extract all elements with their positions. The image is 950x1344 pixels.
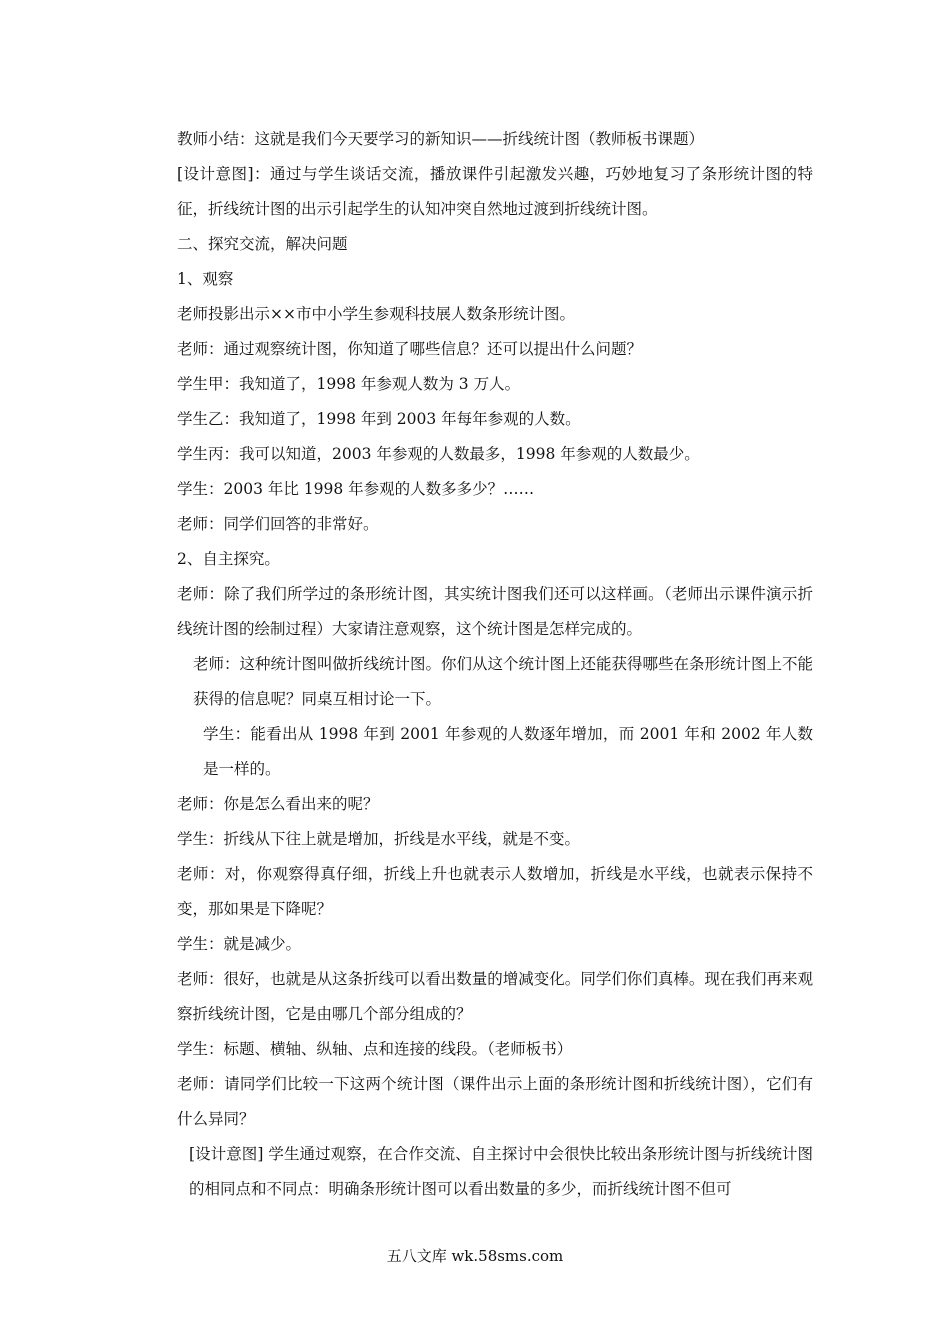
paragraph: 老师：这种统计图叫做折线统计图。你们从这个统计图上还能获得哪些在条形统计图上不能获得的信息呢？同桌互相讨论一下。 xyxy=(193,655,814,708)
paragraph: 老师：通过观察统计图，你知道了哪些信息？还可以提出什么问题？ xyxy=(177,340,643,358)
paragraph: 学生乙：我知道了，1998 年到 2003 年每年参观的人数。 xyxy=(177,410,581,428)
paragraph: 老师：对，你观察得真仔细，折线上升也就表示人数增加，折线是水平线，也就表示保持不变，那如果是下降呢？ xyxy=(177,865,813,918)
paragraph: 学生：折线从下往上就是增加，折线是水平线，就是不变。 xyxy=(177,830,581,848)
paragraph: 学生甲：我知道了，1998 年参观人数为 3 万人。 xyxy=(177,375,521,393)
document-body xyxy=(143,122,813,1207)
paragraph: 教师小结：这就是我们今天要学习的新知识——折线统计图（教师板书课题） xyxy=(177,130,705,148)
paragraph: [设计意图]：通过与学生谈话交流，播放课件引起激发兴趣，巧妙地复习了条形统计图的特征，折线统计图的出示引起学生的认知冲突自然地过渡到折线统计图。 xyxy=(177,165,813,218)
paragraph: 2、自主探究。 xyxy=(177,550,280,568)
paragraph: 学生：标题、横轴、纵轴、点和连接的线段。（老师板书） xyxy=(177,1040,573,1058)
paragraph: 1、观察 xyxy=(177,270,234,288)
paragraph: 老师：除了我们所学过的条形统计图，其实统计图我们还可以这样画。（老师出示课件演示折线统计图的绘制过程）大家请注意观察，这个统计图是怎样完成的。 xyxy=(177,585,813,638)
paragraph: 老师投影出示××市中小学生参观科技展人数条形统计图。 xyxy=(177,305,575,323)
paragraph: 老师：很好，也就是从这条折线可以看出数量的增减变化。同学们你们真棒。现在我们再来观察折线统计图，它是由哪几个部分组成的？ xyxy=(177,970,813,1023)
paragraph: [设计意图] 学生通过观察，在合作交流、自主探讨中会很快比较出条形统计图与折线统计图的相同点和不同点：明确条形统计图可以看出数量的多少，而折线统计图不但可 xyxy=(189,1145,813,1198)
paragraph: 老师：同学们回答的非常好。 xyxy=(177,515,379,533)
paragraph: 学生：2003 年比 1998 年参观的人数多多少？…… xyxy=(177,480,535,498)
paragraph: 学生丙：我可以知道，2003 年参观的人数最多，1998 年参观的人数最少。 xyxy=(177,445,700,463)
paragraph: 老师：请同学们比较一下这两个统计图（课件出示上面的条形统计图和折线统计图），它们有什么异同？ xyxy=(177,1075,813,1128)
paragraph: 学生：能看出从 1998 年到 2001 年参观的人数逐年增加，而 2001 年和 2002 年人数是一样的。 xyxy=(203,725,813,778)
footer-watermark: 五八文库 wk.58sms.com xyxy=(386,1247,564,1265)
paragraph: 二、探究交流，解决问题 xyxy=(177,235,348,253)
paragraph: 老师：你是怎么看出来的呢？ xyxy=(177,795,379,813)
paragraph: 学生：就是减少。 xyxy=(177,935,302,953)
